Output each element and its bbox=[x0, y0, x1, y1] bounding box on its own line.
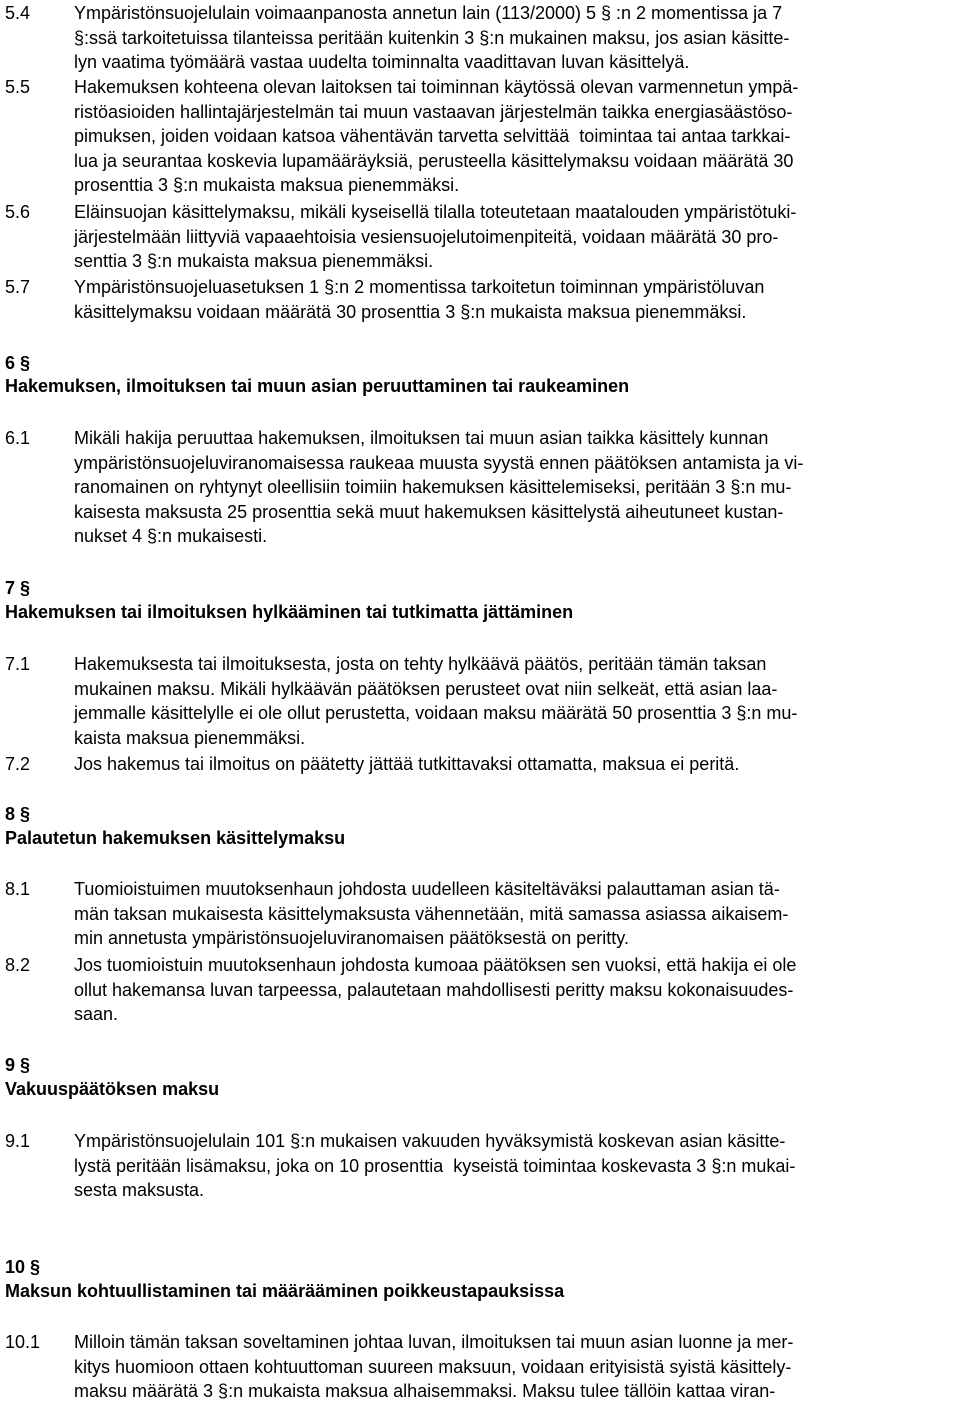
text-line: Tuomioistuimen muutoksenhaun johdosta uudelleen käsiteltäväksi palauttaman asian tä- bbox=[74, 879, 780, 899]
clause-text bbox=[74, 1330, 793, 1404]
clause-number: 8.2 bbox=[5, 955, 31, 975]
text-line: ristöasioiden hallintajärjestelmän tai muun vastaavan järjestelmän taikka energiasäästöso- bbox=[74, 101, 793, 122]
section-title: Maksun kohtuullistaminen tai määrääminen poikkeustapauksissa bbox=[5, 1281, 565, 1301]
text-line: lystä peritään lisämaksu, joka on 10 prosenttia kyseistä toimintaa koskevasta 3 §:n mukai- bbox=[74, 1155, 796, 1176]
text-line: Ympäristönsuojelulain voimaanpanosta annetun lain (113/2000) 5 § :n 2 momentissa ja 7 bbox=[74, 3, 783, 23]
text-line: järjestelmään liittyviä vapaaehtoisia vesiensuojelutoimenpiteitä, voidaan määrätä 30 pro- bbox=[74, 226, 779, 247]
text-line: ranomainen on ryhtynyt oleellisiin toimiin hakemuksen käsittelemiseksi, peritään 3 §:n mu- bbox=[74, 477, 792, 497]
section-title: Hakemuksen tai ilmoituksen hylkääminen tai tutkimatta jättäminen bbox=[5, 602, 574, 622]
text-line: Ympäristönsuojelulain 101 §:n mukaisen vakuuden hyväksymistä koskevan asian käsitte- bbox=[74, 1131, 786, 1151]
text-line: jemmalle käsittelylle ei ole ollut perustetta, voidaan maksu määrätä 50 prosenttia 3 §:n mu- bbox=[74, 703, 798, 723]
clause-number: 5.7 bbox=[5, 277, 31, 297]
clause-text bbox=[74, 877, 788, 951]
clause-number: 7.1 bbox=[5, 654, 31, 674]
clause-text bbox=[74, 75, 798, 198]
clause-number: 5.6 bbox=[5, 202, 31, 222]
section-number: 6 § bbox=[5, 353, 31, 373]
text-line: käsittelymaksu voidaan määrätä 30 prosenttia 3 §:n mukaista maksua pienemmäksi. bbox=[74, 301, 747, 322]
clause-number: 5.4 bbox=[5, 3, 31, 23]
clause-number: 5.5 bbox=[5, 77, 31, 97]
text-line: Hakemuksesta tai ilmoituksesta, josta on tehty hylkäävä päätös, peritään tämän taksan bbox=[74, 654, 767, 674]
text-line: Mikäli hakija peruuttaa hakemuksen, ilmoituksen tai muun asian taikka käsittely kunnan bbox=[74, 428, 769, 448]
section-number: 10 § bbox=[5, 1257, 41, 1277]
text-line: Jos tuomioistuin muutoksenhaun johdosta kumoaa päätöksen sen vuoksi, että hakija ei ole bbox=[74, 955, 797, 975]
text-line: ollut hakemansa luvan tarpeessa, palautetaan mahdollisesti peritty maksu kokonaisuudes- bbox=[74, 979, 794, 1000]
text-line: nukset 4 §:n mukaisesti. bbox=[74, 526, 268, 546]
text-line: Hakemuksen kohteena olevan laitoksen tai toiminnan käytössä olevan varmennetun ympä- bbox=[74, 77, 799, 97]
text-line: mukainen maksu. Mikäli hylkäävän päätöksen perusteet ovat niin selkeät, että asian laa- bbox=[74, 678, 778, 699]
text-line: Jos hakemus tai ilmoitus on päätetty jättää tutkittavaksi ottamatta, maksua ei peritä. bbox=[74, 754, 740, 774]
text-line: kitys huomioon ottaen kohtuuttoman suureen maksuun, voidaan erityisistä syistä käsittely- bbox=[74, 1356, 792, 1377]
clause-number: 9.1 bbox=[5, 1131, 31, 1151]
text-line: Eläinsuojan käsittelymaksu, mikäli kyseisellä tilalla toteutetaan maatalouden ympäristötuki- bbox=[74, 202, 797, 222]
section-number: 7 § bbox=[5, 578, 31, 598]
text-line: saan. bbox=[74, 1004, 119, 1024]
clause-text bbox=[74, 426, 803, 549]
text-line: pimuksen, joiden voidaan katsoa vähentävän tarvetta selvittää toimintaa tai antaa tarkkai- bbox=[74, 126, 791, 146]
clause-text bbox=[74, 1, 789, 75]
clause-text bbox=[74, 953, 796, 1027]
clause-text bbox=[74, 1129, 795, 1203]
section-number: 9 § bbox=[5, 1055, 31, 1075]
text-line: maksu määrätä 3 §:n mukaista maksua alhaisemmaksi. Maksu tulee tällöin kattaa viran- bbox=[74, 1381, 776, 1401]
clause-text bbox=[74, 200, 796, 274]
clause-text bbox=[74, 652, 797, 750]
text-line: lua ja seurantaa koskevia lupamääräyksiä, perusteella käsittelymaksu voidaan määrätä 30 bbox=[74, 150, 794, 171]
clause-number: 10.1 bbox=[5, 1332, 41, 1352]
clause-number: 7.2 bbox=[5, 754, 31, 774]
section-number: 8 § bbox=[5, 804, 31, 824]
text-line: lyn vaatima työmäärä vastaa uudelta toiminnalta vaadittavan luvan käsittelyä. bbox=[74, 52, 690, 72]
section-title: Vakuuspäätöksen maksu bbox=[5, 1079, 220, 1099]
clause-number: 6.1 bbox=[5, 428, 31, 448]
text-line: sesta maksusta. bbox=[74, 1180, 205, 1200]
section-title: Hakemuksen, ilmoituksen tai muun asian peruuttaminen tai raukeaminen bbox=[5, 376, 630, 396]
clause-text bbox=[74, 275, 764, 324]
text-line: senttia 3 §:n mukaista maksua pienemmäksi. bbox=[74, 251, 434, 271]
text-line: min annetusta ympäristönsuojeluviranomaisen päätöksestä on peritty. bbox=[74, 928, 629, 948]
text-line: Ympäristönsuojeluasetuksen 1 §:n 2 momentissa tarkoitetun toiminnan ympäristöluvan bbox=[74, 277, 765, 297]
text-line: Milloin tämän taksan soveltaminen johtaa luvan, ilmoituksen tai muun asian luonne ja mer- bbox=[74, 1332, 794, 1352]
text-line: kaisesta maksusta 25 prosenttia sekä muut hakemuksen käsittelystä aiheutuneet kustan- bbox=[74, 501, 784, 522]
text-line: kaista maksua pienemmäksi. bbox=[74, 727, 306, 748]
text-line: prosenttia 3 §:n mukaista maksua pienemmäksi. bbox=[74, 175, 460, 195]
text-line: ympäristönsuojeluviranomaisessa raukeaa muusta syystä ennen päätöksen antamista ja vi- bbox=[74, 452, 804, 473]
text-line: män taksan mukaisesta käsittelymaksusta vähennetään, mitä samassa asiassa aikaisem- bbox=[74, 903, 789, 924]
section-title: Palautetun hakemuksen käsittelymaksu bbox=[5, 828, 346, 848]
clause-text bbox=[74, 752, 739, 777]
clause-number: 8.1 bbox=[5, 879, 31, 899]
text-line: §:ssä tarkoitetuissa tilanteissa peritään kuitenkin 3 §:n mukainen maksu, jos asian käsitte- bbox=[74, 27, 790, 48]
